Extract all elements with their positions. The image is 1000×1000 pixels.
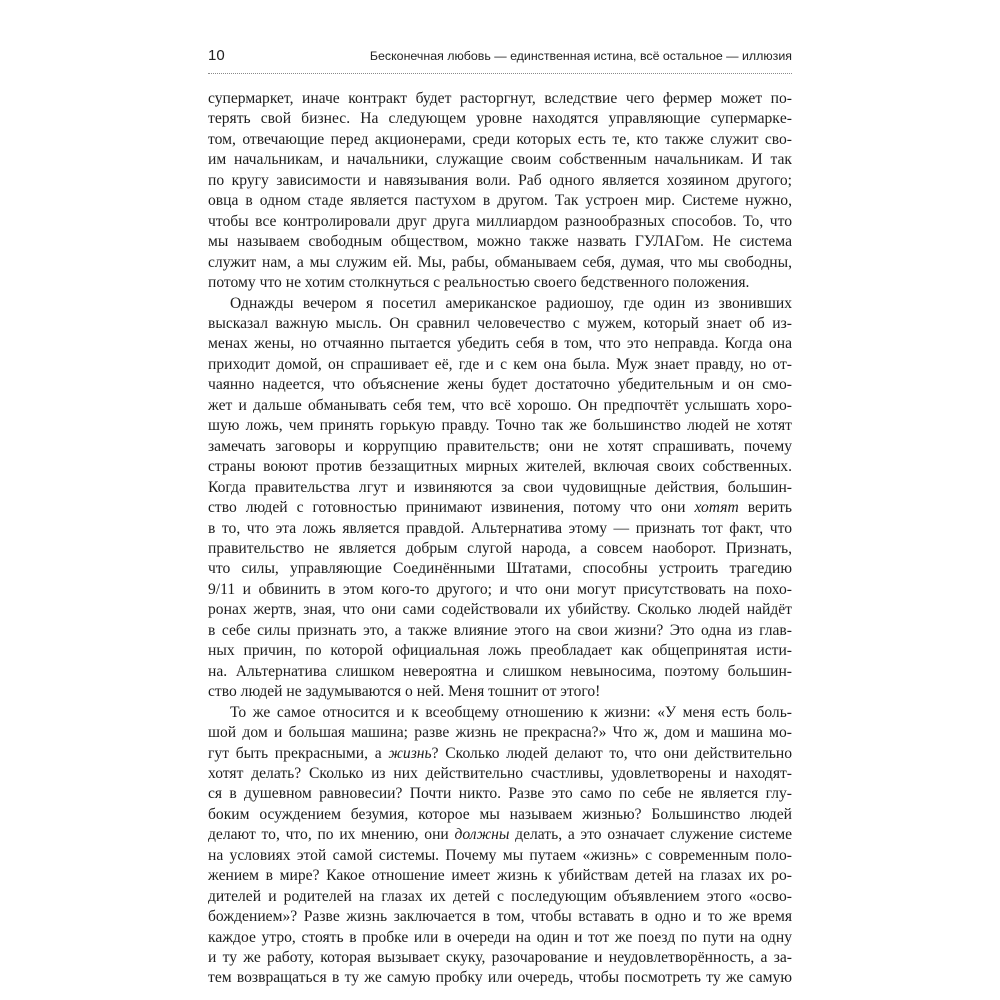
text-line xyxy=(208,784,792,804)
text-line xyxy=(208,130,792,150)
text-line xyxy=(208,334,792,354)
text-line xyxy=(208,825,792,845)
text-line xyxy=(208,109,792,129)
text-line-segment: жением в мире? Какое отношение имеет жизнь к убийствам детей на глазах их ро- xyxy=(208,867,792,885)
text-line-segment: в то, что эта ложь является правдой. Альтернатива этому — признать тот факт, что xyxy=(208,519,792,537)
text-line xyxy=(208,723,792,743)
text-line xyxy=(208,498,792,518)
text-line-segment: шой дом и большая машина; разве жизнь не прекрасна?» Что ж, дом и машина мо- xyxy=(208,724,792,742)
text-line xyxy=(208,273,792,293)
text-line-segment: правительство не является добрым слугой народа, а совсем наоборот. Признать, xyxy=(208,539,792,557)
text-line-segment: боким осуждением безумия, которое мы называем жизнью? Большинство людей xyxy=(208,805,792,823)
text-line-segment: овца в одном стаде является пастухом в другом. Так устроен мир. Системе нужно, xyxy=(208,192,792,210)
text-line-segment: верить xyxy=(747,499,792,517)
text-line-segment: приходит домой, он спрашивает её, где и с кем она была. Муж знает правду, но от- xyxy=(208,355,792,373)
text-line-segment: страны воюют против беззащитных мирных жителей, включая своих собственных. xyxy=(208,458,792,476)
text-line-segment: терять свой бизнес. На следующем уровне находятся управляющие супермаркe- xyxy=(208,110,792,128)
text-line xyxy=(208,907,792,927)
text-line xyxy=(208,253,792,273)
text-line xyxy=(208,416,792,436)
text-line-segment: ных причин, по которой официальная ложь преобладает как общепринятая исти- xyxy=(208,642,792,660)
text-line xyxy=(208,744,792,764)
text-line-segment: делать, а это означает служение системе xyxy=(515,826,792,844)
text-line xyxy=(208,355,792,375)
text-line-segment: дителей и родителей на глазах их детей с последующим объявлением этого «осво- xyxy=(208,887,792,905)
text-line xyxy=(208,682,792,702)
text-line xyxy=(208,150,792,170)
text-line xyxy=(208,396,792,416)
text-line xyxy=(208,580,792,600)
header-divider xyxy=(208,73,792,74)
text-line-segment: жет и дальше обманывать себя тем, что всё хорошо. Он предпочтёт услышать хоро- xyxy=(208,396,792,414)
text-line-segment: бождением»? Разве жизнь заключается в том, чтобы вставать в одно и то же время xyxy=(208,908,792,926)
text-line xyxy=(208,437,792,457)
text-line-segment: чтобы все контролировали друг друга миллиардом разнообразных способов. То, что xyxy=(208,212,792,230)
page-number: 10 xyxy=(208,47,225,64)
text-line-segment: Когда правительства лгут и извиняются за свои чудовищные действия, большин- xyxy=(208,478,792,496)
text-line-segment: на. Альтернатива слишком невероятна и слишком невыносима, поэтому большин- xyxy=(208,662,792,680)
text-line-segment: То же самое относится и к всеобщему отношению к жизни: «У меня есть боль- xyxy=(230,703,792,721)
text-line xyxy=(208,171,792,191)
text-line xyxy=(208,928,792,948)
text-line-segment: что силы, управляющие Соединёнными Штатами, способны устроить трагедию xyxy=(208,560,792,578)
text-line-segment: им начальникам, и начальники, служащие своим собственным начальникам. И так xyxy=(208,151,792,169)
text-line-segment: в себе силы признать это, а также влияние этого на свои жизни? Это одна из глав- xyxy=(208,621,792,639)
text-line xyxy=(208,846,792,866)
text-line-segment: чаянно надеется, что объяснение жены будет достаточно убедительным и он смо- xyxy=(208,376,792,394)
text-line-segment: хотят делать? Сколько из них действительно счастливы, удовлетворены и находят- xyxy=(208,764,792,782)
text-line xyxy=(208,621,792,641)
text-line-segment: и ту же работу, которая вызывает скуку, разочарование и неудовлетворённость, а за- xyxy=(208,949,792,967)
page-header xyxy=(208,46,792,74)
text-line xyxy=(208,191,792,211)
text-line xyxy=(208,519,792,539)
emphasized-word: должны xyxy=(454,826,510,844)
text-line xyxy=(208,559,792,579)
text-line-segment: мы называем свободным обществом, можно также назвать ГУЛАГом. Не система xyxy=(208,233,792,251)
text-line-segment: ронах жертв, зная, что они сами содействовали их убийству. Сколько людей найдёт xyxy=(208,601,792,619)
text-line xyxy=(208,212,792,232)
text-line-segment: делают то, что, по их мнению, они xyxy=(208,826,449,844)
text-line-segment: том, отвечающие перед акционерами, среди которых есть те, кто также служит сво- xyxy=(208,130,792,148)
text-line-segment: потому что не хотим столкнуться с реальностью своего бедственного положения. xyxy=(208,274,750,292)
text-line xyxy=(208,968,792,988)
text-line xyxy=(208,294,792,314)
book-page xyxy=(208,0,792,1000)
text-line-segment: ся в душевном равновесии? Почти никто. Разве это само по себе не является глу- xyxy=(208,785,792,803)
text-line-segment: по кругу зависимости и навязывания воли. Раб одного является хозяином другого; xyxy=(208,171,792,189)
text-line xyxy=(208,539,792,559)
text-line xyxy=(208,948,792,968)
text-line-segment: шую ложь, чем принять горькую правду. Точно так же большинство людей не хотят xyxy=(208,417,792,435)
text-line-segment: служит нам, а мы служим ей. Мы, рабы, обманываем себя, думая, что мы свободны, xyxy=(208,253,792,271)
text-line-segment: высказал важную мысль. Он сравнил человечество с мужем, который знает об из- xyxy=(208,314,792,332)
text-line-segment: менах жены, но отчаянно пытается убедить себя в том, что это неправда. Когда она xyxy=(208,335,792,353)
text-line-segment: 9/11 и обвинить в этом кого-то другого; и что они могут присутствовать на похо- xyxy=(208,580,792,598)
text-line xyxy=(208,866,792,886)
text-line xyxy=(208,89,792,109)
text-line xyxy=(208,641,792,661)
text-line xyxy=(208,314,792,334)
text-line xyxy=(208,703,792,723)
text-line-segment: ство людей не задумываются о ней. Меня тошнит от этого! xyxy=(208,683,601,701)
text-line xyxy=(208,805,792,825)
text-line xyxy=(208,232,792,252)
text-line xyxy=(208,600,792,620)
text-line xyxy=(208,887,792,907)
emphasized-word: хотят xyxy=(694,499,739,517)
text-line xyxy=(208,764,792,784)
text-line-segment: ство людей с готовностью принимают извинения, потому что они xyxy=(208,499,686,517)
text-line-segment: супермаркет, иначе контракт будет расторгнут, вследствие чего фермер может по- xyxy=(208,90,792,107)
text-line-segment: гут быть прекрасными, а xyxy=(208,744,382,762)
text-line-segment: каждое утро, стоять в пробке или в очереди на один и тот же поезд по пути на одну xyxy=(208,928,792,946)
text-line xyxy=(208,375,792,395)
text-line-segment: ? Сколько людей делают то, что они действительно xyxy=(431,744,792,762)
text-line xyxy=(208,457,792,477)
text-line-segment: на условиях этой самой системы. Почему мы путаем «жизнь» с современным поло- xyxy=(208,846,792,864)
text-line-segment: тем возвращаться в ту же самую пробку или очередь, чтобы посмотреть ту же самую xyxy=(208,969,792,987)
text-line-segment: замечать заговоры и коррупцию правительств; они не хотят спрашивать, почему xyxy=(208,437,792,455)
text-line-segment: Однажды вечером я посетил американское радиошоу, где один из звонивших xyxy=(230,294,792,312)
text-line xyxy=(208,662,792,682)
emphasized-word: жизнь xyxy=(388,744,432,762)
text-line xyxy=(208,478,792,498)
body-text xyxy=(208,89,792,989)
running-title: Бесконечная любовь — единственная истина, всё остальное — иллюзия xyxy=(369,49,792,63)
